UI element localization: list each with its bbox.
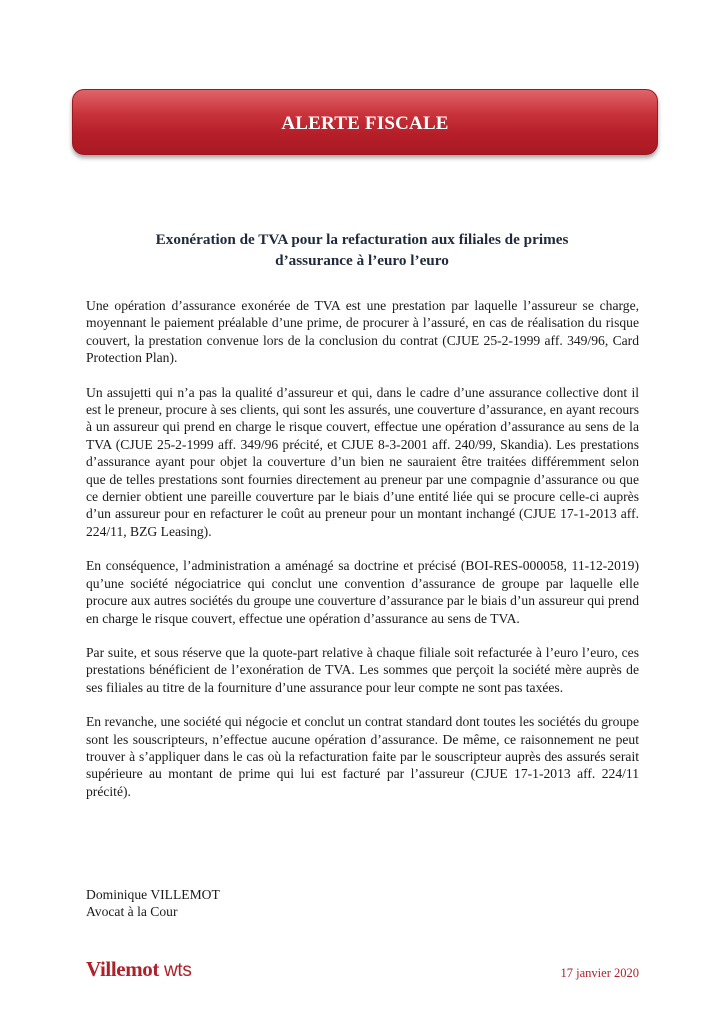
paragraph-5: En revanche, une société qui négocie et conclut un contrat standard dont toutes les sociétés du groupe sont les souscripteurs, n’effectue aucune opération d’assurance. De même, ce raisonnement ne peut trouver à s’appliquer dans le cas où la refacturation faite par le souscripteur auprès des assurés serait supérieure au montant de prime qui lui est facturé par l’assureur (CJUE 17-1-2013 aff. 224/11 précité). <box>86 714 639 799</box>
signature-block <box>86 886 220 921</box>
paragraph-3: En conséquence, l’administration a aménagé sa doctrine et précisé (BOI-RES-000058, 11-12-2019) qu’une société négociatrice qui conclut une convention d’assurance de groupe par laquelle elle procure aux autres sociétés du groupe une couverture d’assurance par le biais d’un assureur qui prend en charge le risque couvert, effectue une opération d’assurance au sens de TVA. <box>86 558 639 626</box>
paragraph-1: Une opération d’assurance exonérée de TVA est une prestation par laquelle l’assureur se charge, moyennant le paiement préalable d’une prime, de procurer à l’assuré, en cas de réalisation du risque couvert, la prestation convenue lors de la conclusion du contrat (CJUE 25-2-1999 aff. 349/96, Card Protection Plan). <box>86 298 639 366</box>
alert-banner <box>72 89 658 155</box>
logo-main-text: Villemot <box>86 957 159 981</box>
document-title-line-1: Exonération de TVA pour la refacturation aux filiales de primes <box>155 231 569 248</box>
document-title <box>86 229 638 271</box>
signature-role: Avocat à la Cour <box>86 904 178 920</box>
document-body <box>86 297 639 817</box>
signature-name: Dominique VILLEMOT <box>86 887 220 902</box>
villemot-wts-logo <box>86 957 192 982</box>
paragraph-4: Par suite, et sous réserve que la quote-part relative à chaque filiale soit refacturée à l’euro l’euro, ces prestations bénéficient de l’exonération de TVA. Les sommes que perçoit la société mère auprès de ses filiales au titre de la fourniture d’une assurance pour leur compte ne sont pas taxées. <box>86 644 639 695</box>
banner-title: ALERTE FISCALE <box>281 113 449 134</box>
document-title-line-2: d’assurance à l’euro l’euro <box>275 252 449 269</box>
document-date: 17 janvier 2020 <box>560 966 639 980</box>
paragraph-2: Un assujetti qui n’a pas la qualité d’assureur et qui, dans le cadre d’une assurance collective dont il est le preneur, procure à ses clients, qui sont les assurés, une couverture d’assurance, en ayant recours à un assureur qui prend en charge le risque couvert, effectue une opération d’assurance au sens de la TVA (CJUE 25-2-1999 aff. 349/96 précité, et CJUE 8-3-2001 aff. 240/99, Skandia). Les prestations d’assurance ayant pour objet la couverture d’un bien ne sauraient être traitées différemment selon que de telles prestations sont fournies directement au preneur par une compagnie d’assurance ou que ce dernier obtient une pareille couverture par le biais d’une entité liée qui se procure celle-ci auprès d’un assureur pour en refacturer le coût au preneur pour un montant inchangé (CJUE 17-1-2013 aff. 224/11, BZG Leasing). <box>86 384 639 539</box>
logo-sub-text: wts <box>164 960 192 981</box>
